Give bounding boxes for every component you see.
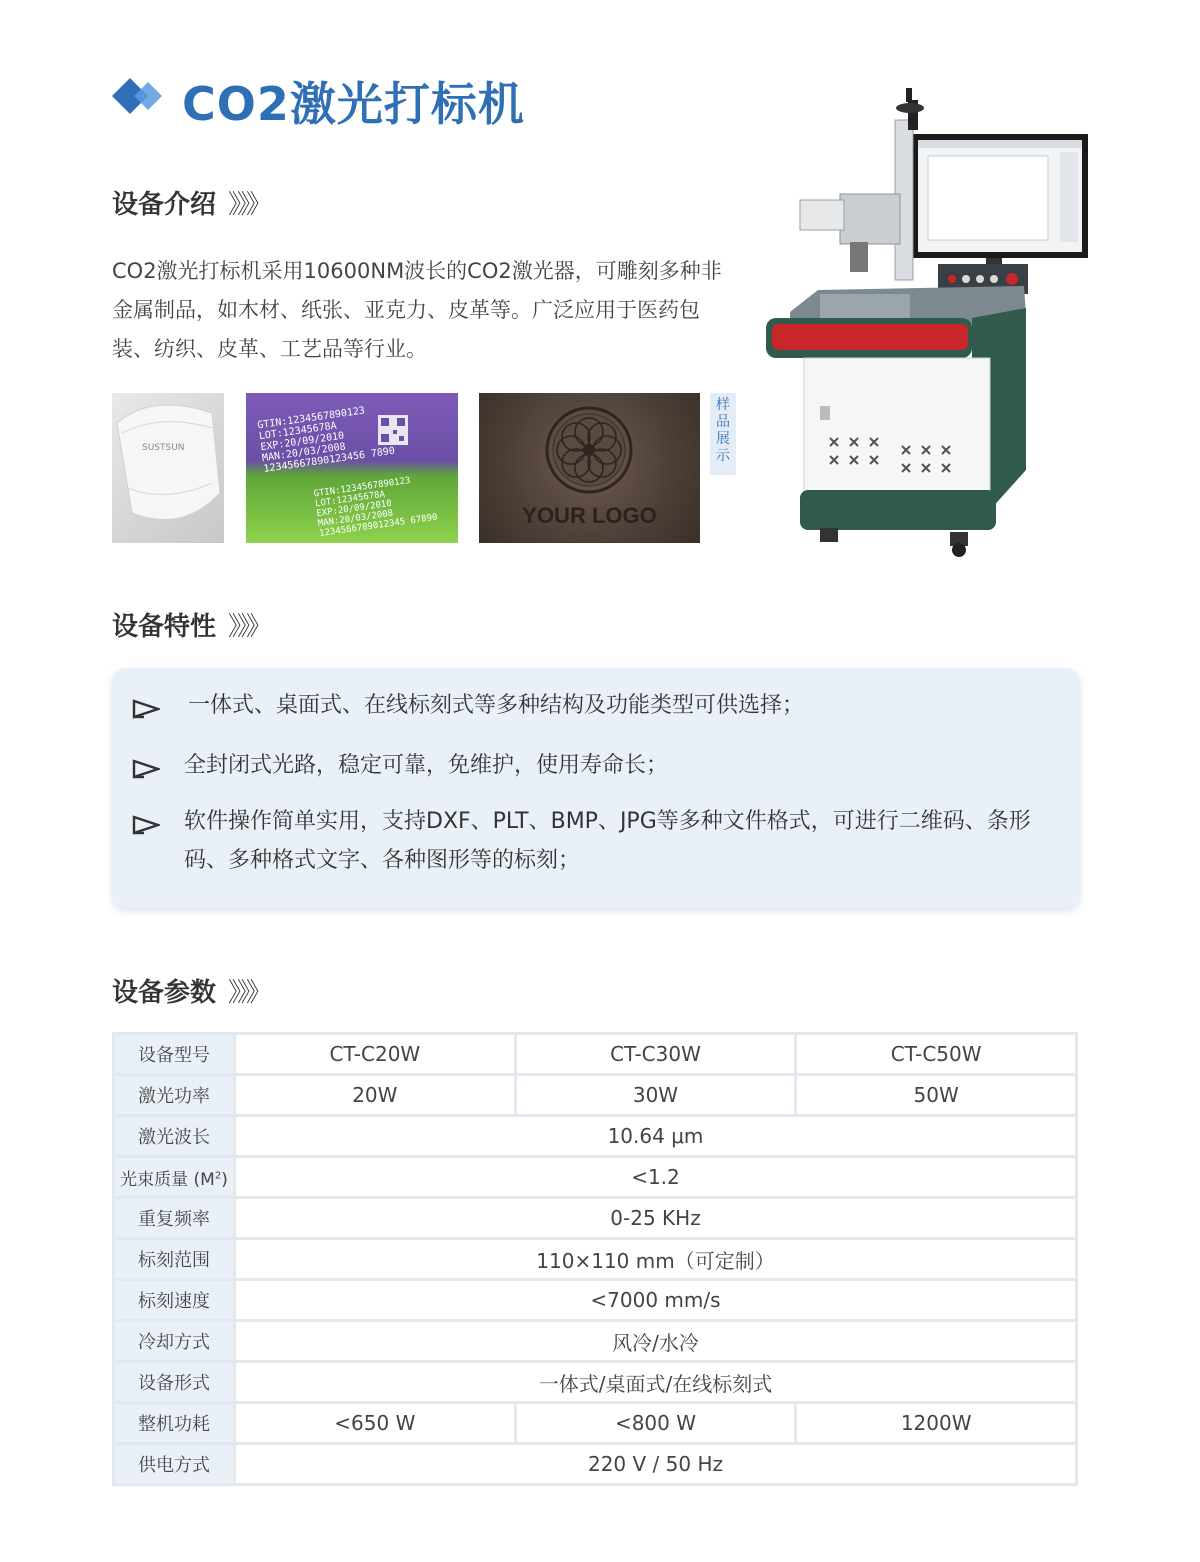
embossed-rosette-icon — [544, 405, 634, 495]
qr-code-icon — [378, 415, 408, 445]
cell-value: CT-C20W — [235, 1034, 516, 1075]
table-row — [114, 1075, 1077, 1116]
table-row — [114, 1403, 1077, 1444]
cell-value: 风冷/水冷 — [235, 1321, 1077, 1362]
cell-value: 10.64 μm — [235, 1116, 1077, 1157]
cell-value: 1200W — [796, 1403, 1077, 1444]
your-logo-text: YOUR LOGO — [522, 503, 657, 528]
row-label: 标刻范围 — [114, 1239, 235, 1280]
row-label: 供电方式 — [114, 1444, 235, 1485]
laser-machine-image — [760, 80, 1100, 570]
cell-value: <650 W — [235, 1403, 516, 1444]
heading-arrows: 》》》 — [228, 190, 269, 220]
params-heading: 设备参数 》》》 — [112, 978, 269, 1008]
row-label: 标刻速度 — [114, 1280, 235, 1321]
table-row — [114, 1157, 1077, 1198]
sample-label: 样品展示 — [710, 393, 736, 475]
heading-arrows: 》》》 — [228, 978, 269, 1008]
cell-value: 20W — [235, 1075, 516, 1116]
sample-image-mask — [112, 393, 224, 543]
cell-value: <1.2 — [235, 1157, 1077, 1198]
row-label: 激光功率 — [114, 1075, 235, 1116]
cell-value: CT-C50W — [796, 1034, 1077, 1075]
feature-text: 软件操作简单实用，支持DXF、PLT、BMP、JPG等多种文件格式，可进行二维码、条形码、多种格式文字、各种图形等的标刻； — [184, 809, 1031, 873]
intro-heading: 设备介绍 》》》 — [112, 190, 269, 220]
table-row — [114, 1034, 1077, 1075]
cell-value: 110×110 mm（可定制） — [235, 1239, 1077, 1280]
row-label: 冷却方式 — [114, 1321, 235, 1362]
heading-arrows: 》》》 — [228, 612, 269, 642]
cell-value: 50W — [796, 1075, 1077, 1116]
cell-value: 一体式/桌面式/在线标刻式 — [235, 1362, 1077, 1403]
table-row — [114, 1198, 1077, 1239]
row-label: 整机功耗 — [114, 1403, 235, 1444]
features-heading: 设备特性 》》》 — [112, 612, 269, 642]
row-label: 设备型号 — [114, 1034, 235, 1075]
features-panel — [112, 668, 1080, 908]
params-table — [112, 1032, 1078, 1486]
title-diamond-icon — [112, 78, 172, 114]
cell-value: 0-25 KHz — [235, 1198, 1077, 1239]
table-row — [114, 1239, 1077, 1280]
intro-text: CO2激光打标机采用10600NM波长的CO2激光器，可雕刻多种非金属制品，如木材、纸张、亚克力、皮革等。广泛应用于医药包装、纺织、皮革、工艺品等行业。 — [112, 259, 722, 361]
cell-value: <800 W — [515, 1403, 796, 1444]
cell-value: CT-C30W — [515, 1034, 796, 1075]
table-row — [114, 1280, 1077, 1321]
box-print-top: GTIN:1234567890123 LOT:12345678A EXP:20/09/2010 MAN:20/03/2008 12345667890123456 7890 — [256, 405, 396, 475]
row-label: 激光波长 — [114, 1116, 235, 1157]
flag-bullet-icon — [132, 814, 160, 836]
row-label: 设备形式 — [114, 1362, 235, 1403]
table-row — [114, 1362, 1077, 1403]
flag-bullet-icon — [132, 698, 160, 720]
cell-value: 220 V / 50 Hz — [235, 1444, 1077, 1485]
row-label: 重复频率 — [114, 1198, 235, 1239]
row-label: 光束质量 $(M^2)$ — [114, 1157, 235, 1198]
sample-image-box — [246, 393, 458, 543]
table-row — [114, 1116, 1077, 1157]
mask-print: SUSTSUN — [142, 443, 185, 453]
feature-text: 一体式、桌面式、在线标刻式等多种结构及功能类型可供选择； — [188, 693, 805, 718]
cell-value: <7000 mm/s — [235, 1280, 1077, 1321]
table-row — [114, 1321, 1077, 1362]
sample-image-leather — [479, 393, 700, 543]
table-row — [114, 1444, 1077, 1485]
mask-shape — [112, 393, 224, 543]
cell-value: 30W — [515, 1075, 796, 1116]
box-print-bottom: GTIN:1234567890123 LOT:12345678A EXP:20/09/2010 MAN:20/03/2008 1234566789012345 67890 — [313, 475, 439, 540]
page-title: CO2激光打标机 — [182, 77, 525, 131]
flag-bullet-icon — [132, 758, 160, 780]
feature-text: 全封闭式光路，稳定可靠，免维护，使用寿命长； — [184, 753, 669, 778]
